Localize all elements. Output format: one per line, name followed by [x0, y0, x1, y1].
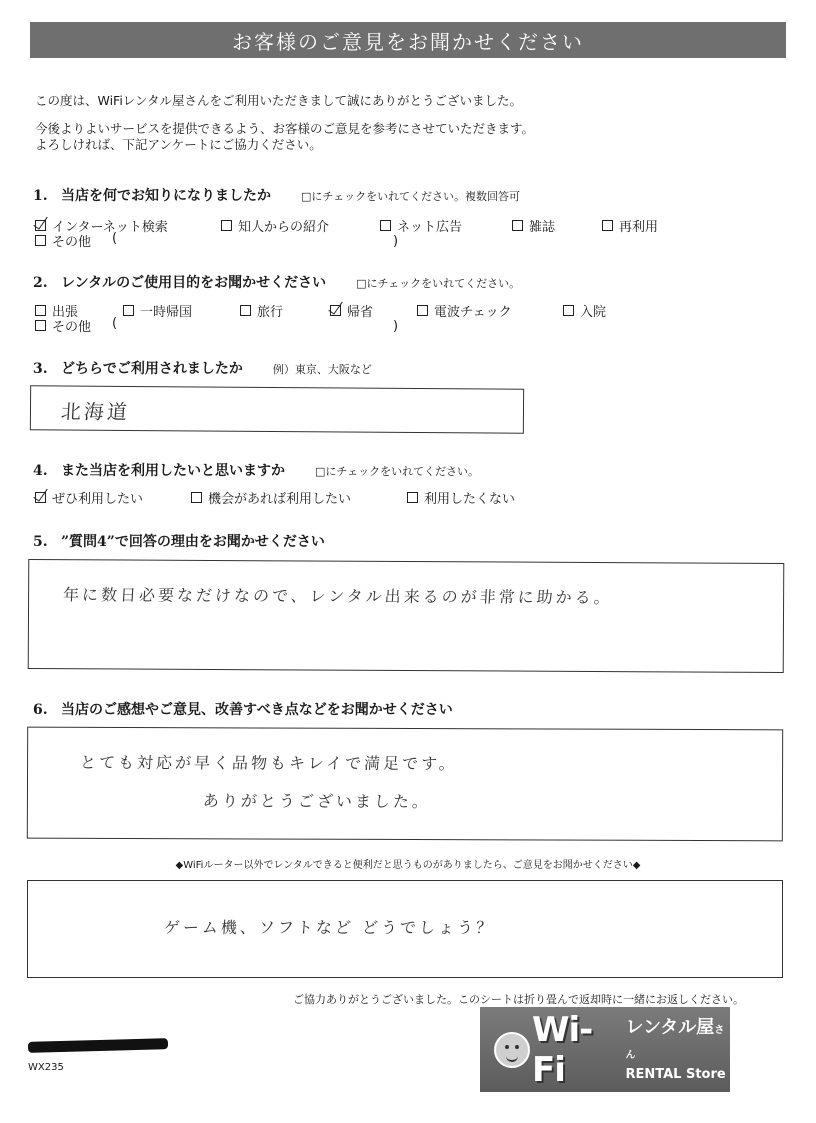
q2-other-paren-close: )	[393, 319, 399, 334]
option-label: 一時帰国	[140, 305, 193, 320]
q3-answer-text: 北海道	[60, 399, 131, 424]
question-3-number: 3.	[33, 361, 48, 377]
option-label: 帰省	[347, 305, 374, 320]
checkbox[interactable]	[123, 305, 134, 316]
thanks-note: ご協力ありがとうございました。このシートは折り畳んで返却時に一緒にお返しください。	[293, 993, 744, 1006]
question-1-heading	[33, 185, 520, 205]
option-label: インターネット検索	[52, 220, 168, 235]
question-5-title: ”質問4”で回答の理由をお聞かせください	[61, 534, 325, 550]
q2-option-other[interactable]	[35, 316, 91, 335]
q1-option-reuse[interactable]	[602, 216, 658, 235]
q4-option-no[interactable]	[407, 488, 515, 507]
option-label: その他	[52, 235, 92, 250]
checkbox[interactable]	[35, 220, 46, 231]
checkbox[interactable]	[221, 220, 232, 231]
question-2-heading	[33, 272, 520, 292]
q2-option-travel[interactable]	[240, 301, 283, 320]
q2-option-temporary-return[interactable]	[123, 301, 192, 320]
q1-option-net-ad[interactable]	[380, 216, 462, 235]
q6-answer-line-1: とても対応が早く品物もキレイで満足です。	[79, 752, 459, 774]
q6-answer-line-2: ありがとうございました。	[202, 791, 432, 812]
question-4-heading	[33, 460, 479, 480]
checkbox[interactable]	[512, 220, 523, 231]
other-rental-answer-box[interactable]	[27, 880, 783, 978]
checkbox[interactable]	[240, 305, 251, 316]
option-label: 旅行	[257, 305, 284, 320]
logo-jp-name-text: レンタル屋	[625, 1016, 715, 1038]
checkbox[interactable]	[191, 492, 202, 503]
page-title: お客様のご意見をお聞かせください	[232, 29, 584, 54]
question-2-note: □にチェックをいれてください。	[356, 277, 521, 290]
mascot-icon	[494, 1032, 530, 1068]
question-3-note: 例）東京、大阪など	[272, 363, 372, 376]
q1-option-other[interactable]	[35, 231, 91, 250]
q1-option-magazine[interactable]	[512, 216, 555, 235]
q4-option-definitely[interactable]	[35, 488, 143, 507]
question-4-number: 4.	[33, 463, 48, 479]
option-label: ぜひ利用したい	[52, 492, 144, 507]
logo-en-name: RENTAL Store	[625, 1066, 726, 1082]
intro-line-2: 今後よりよいサービスを提供できるよう、お客様のご意見を参考にさせていただきます。	[35, 121, 535, 136]
question-3-title: どちらでご利用されましたか	[61, 361, 243, 377]
question-1-title: 当店を何でお知りになりましたか	[61, 188, 271, 204]
question-5-heading	[33, 531, 325, 551]
question-3-heading	[33, 358, 372, 378]
checkbox[interactable]	[380, 220, 391, 231]
checkbox[interactable]	[407, 492, 418, 503]
question-4-note: □にチェックをいれてください。	[315, 465, 480, 478]
intro-line-1: この度は、WiFiレンタル屋さんをご利用いただきまして誠にありがとうございました。	[35, 93, 523, 108]
other-rental-prompt: ◆WiFiルーター以外でレンタルできると便利だと思うものがありましたら、ご意見をお聞かせください◆	[175, 860, 641, 871]
q1-other-paren-close: )	[393, 234, 399, 249]
redacted-barcode	[28, 1038, 168, 1053]
header-banner	[30, 22, 786, 58]
checkbox[interactable]	[563, 305, 574, 316]
logo-jp-suffix: さん	[625, 1024, 725, 1061]
logo-name-block	[625, 1017, 730, 1083]
q4-option-if-chance[interactable]	[191, 488, 351, 507]
other-rental-answer-text: ゲーム機、ソフトなど どうでしょう？	[163, 918, 496, 937]
option-label: 機会があれば利用したい	[208, 492, 352, 507]
option-label: 入院	[580, 305, 607, 320]
q2-option-signal-check[interactable]	[417, 301, 512, 320]
q6-answer-box[interactable]	[27, 727, 783, 842]
checkbox[interactable]	[330, 305, 341, 316]
logo-wifi-text: Wi-Fi	[532, 1009, 593, 1090]
q1-other-paren-open: (	[112, 231, 118, 246]
option-label: 知人からの紹介	[238, 220, 330, 235]
option-label: 雑誌	[529, 220, 556, 235]
checkbox[interactable]	[602, 220, 613, 231]
q2-option-hospital[interactable]	[563, 301, 606, 320]
checkbox[interactable]	[35, 320, 46, 331]
question-5-number: 5.	[33, 534, 48, 550]
option-label: 出張	[52, 305, 79, 320]
question-2-title: レンタルのご使用目的をお聞かせください	[61, 275, 327, 291]
form-code: WX235	[28, 1062, 64, 1073]
question-1-note: □にチェックをいれてください。複数回答可	[301, 190, 521, 203]
question-1-number: 1.	[33, 188, 48, 204]
option-label: 再利用	[619, 220, 659, 235]
option-label: 利用したくない	[424, 492, 516, 507]
checkbox[interactable]	[35, 235, 46, 246]
checkbox[interactable]	[417, 305, 428, 316]
checkbox[interactable]	[35, 492, 46, 503]
q5-answer-text: 年に数日必要なだけなので、レンタル出来るのが非常に助かる。	[62, 585, 614, 608]
question-6-heading	[33, 699, 453, 719]
q3-answer-box[interactable]	[30, 385, 524, 433]
question-4-title: また当店を利用したいと思いますか	[61, 463, 285, 479]
option-label: その他	[52, 320, 92, 335]
intro-line-3: よろしければ、下記アンケートにご協力ください。	[35, 137, 322, 152]
q1-option-referral[interactable]	[221, 216, 329, 235]
question-6-title: 当店のご感想やご意見、改善すべき点などをお聞かせください	[61, 702, 453, 718]
q2-other-paren-open: (	[112, 316, 118, 331]
option-label: ネット広告	[397, 220, 463, 235]
option-label: 電波チェック	[434, 305, 512, 320]
question-6-number: 6.	[33, 702, 48, 718]
checkbox[interactable]	[35, 305, 46, 316]
brand-logo	[480, 1007, 730, 1092]
q2-option-homecoming[interactable]	[330, 301, 373, 320]
logo-jp-name	[625, 1017, 730, 1067]
q5-answer-box[interactable]	[28, 559, 785, 673]
question-2-number: 2.	[33, 275, 48, 291]
